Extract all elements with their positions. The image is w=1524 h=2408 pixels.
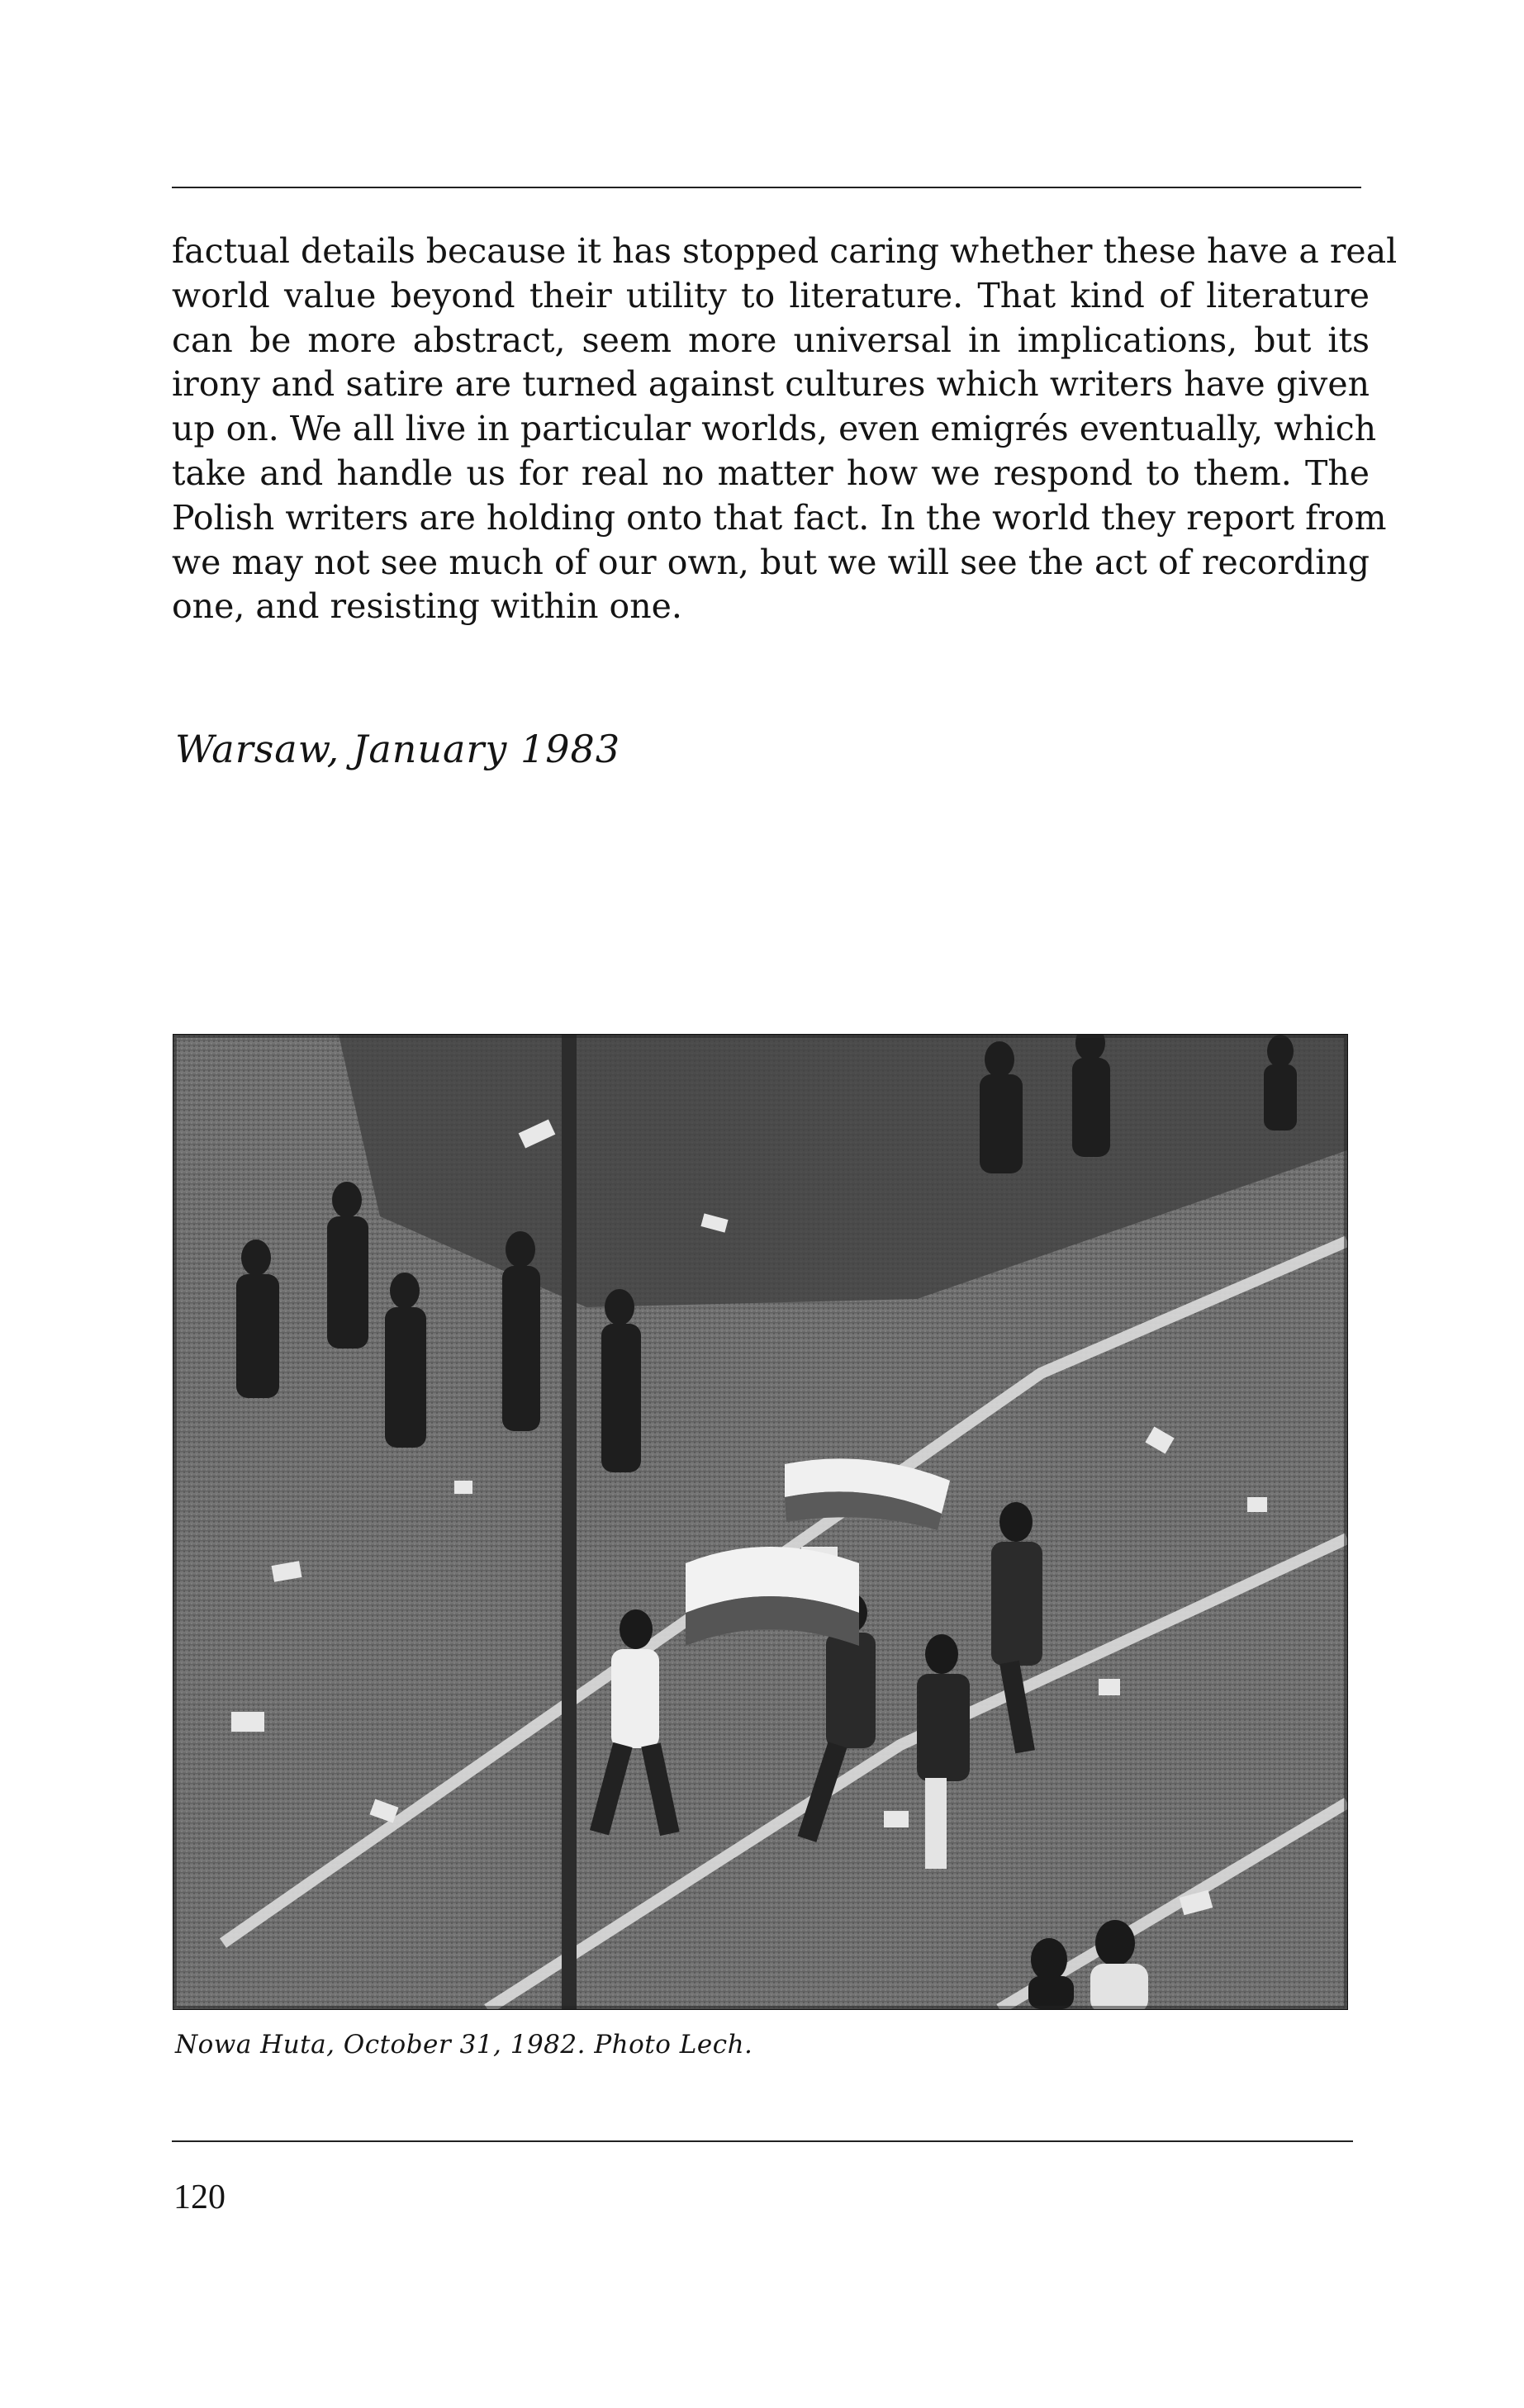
photo-caption: Nowa Huta, October 31, 1982. Photo Lech. bbox=[175, 2030, 753, 2060]
street-protest-photo bbox=[173, 1034, 1348, 2010]
body-line: world value beyond their utility to literature. That kind of literature bbox=[172, 275, 1370, 315]
body-line: take and handle us for real no matter how we respond to them. The bbox=[172, 453, 1370, 493]
body-paragraph bbox=[172, 230, 1398, 629]
body-line: up on. We all live in particular worlds, even emigrés eventually, which bbox=[172, 409, 1377, 449]
photo-illustration bbox=[173, 1035, 1347, 2009]
top-rule bbox=[172, 187, 1361, 188]
body-line: irony and satire are turned against cultures which writers have given bbox=[172, 364, 1370, 405]
bottom-rule bbox=[172, 2140, 1353, 2142]
page-number: 120 bbox=[173, 2178, 226, 2216]
dateline: Warsaw, January 1983 bbox=[175, 727, 621, 771]
lamp-pole bbox=[562, 1035, 577, 2009]
body-line: we may not see much of our own, but we will see the act of recording bbox=[172, 542, 1370, 582]
body-line: can be more abstract, seem more universal in implications, but its bbox=[172, 320, 1370, 360]
body-line: factual details because it has stopped caring whether these have a real bbox=[172, 231, 1398, 271]
body-line: one, and resisting within one. bbox=[172, 586, 682, 627]
body-line: Polish writers are holding onto that fact. In the world they report from bbox=[172, 497, 1387, 538]
